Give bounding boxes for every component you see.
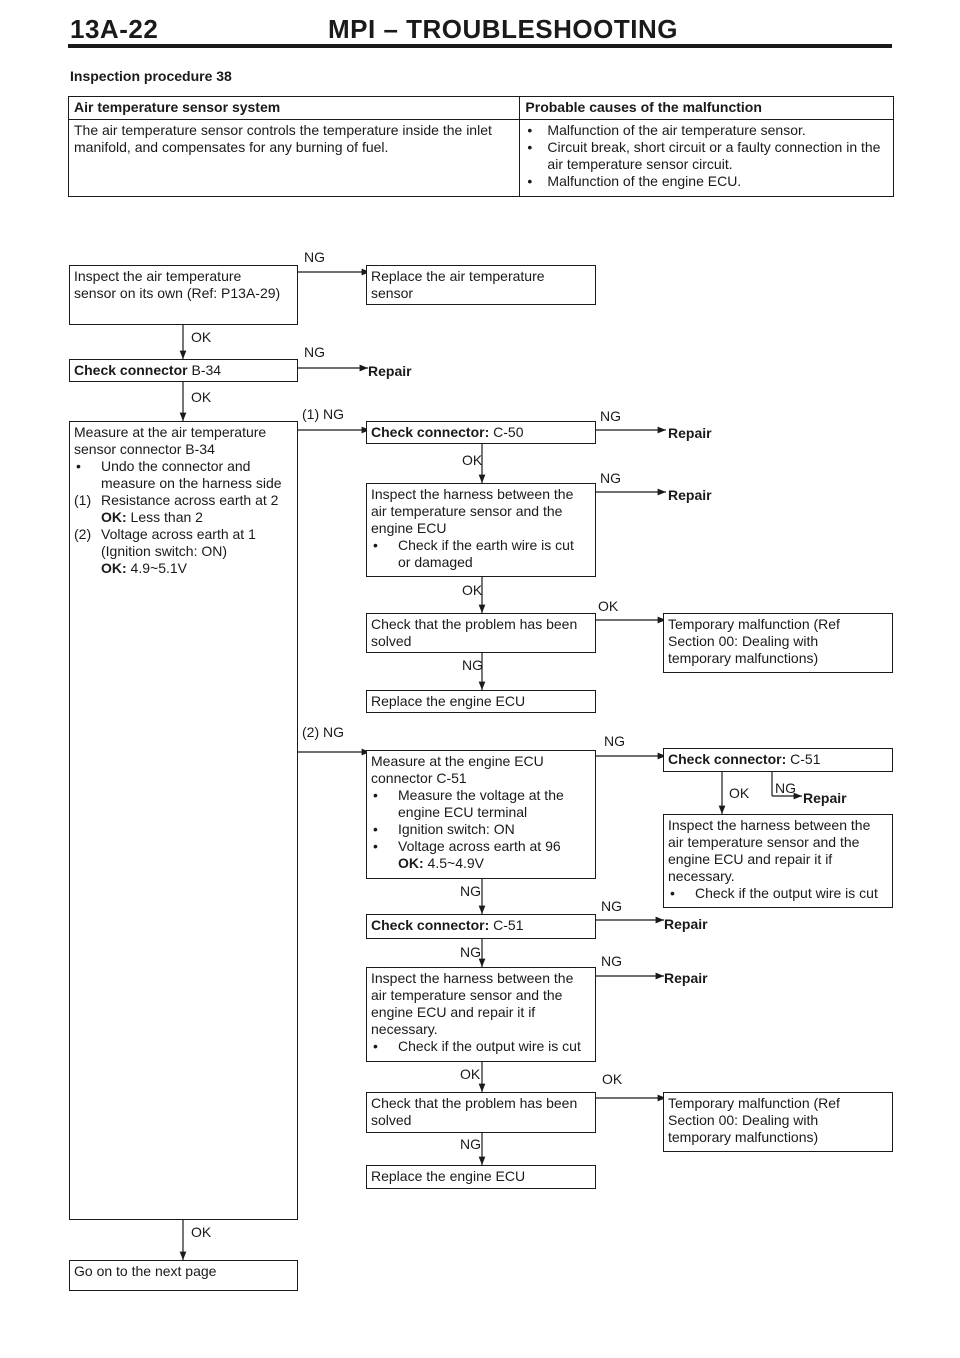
step-measure-c51 [366, 750, 596, 879]
ok-value: 4.9~5.1V [126, 560, 187, 576]
step-check-b34 [69, 359, 298, 382]
table-header-causes: Probable causes of the malfunction [520, 97, 894, 120]
box-line: Check that the problem has been [371, 1095, 578, 1111]
step-inspect-harness-output-right [663, 814, 893, 908]
box-line: Replace the engine ECU [371, 693, 526, 709]
step-measure-b34 [69, 421, 298, 1220]
box-line: Measure at the air temperature [74, 424, 267, 440]
label-ng: NG [601, 953, 622, 969]
ok-label: OK: [398, 855, 424, 871]
label-ok: OK [729, 785, 750, 801]
label-ng: NG [775, 780, 796, 796]
ok-value: 4.5~4.9V [423, 855, 484, 871]
box-line: connector C-51 [371, 770, 467, 786]
box-line: solved [371, 1112, 412, 1128]
step-check-c51-mid [366, 914, 596, 939]
label-ng: NG [462, 657, 483, 673]
page-title: MPI – TROUBLESHOOTING [328, 14, 678, 44]
box-line: temporary malfunctions) [668, 650, 819, 666]
box-line: solved [371, 633, 412, 649]
label-ng: NG [460, 1136, 481, 1152]
box-line: Inspect the harness between the [668, 817, 871, 833]
step-next-page [69, 1260, 298, 1291]
box-line: engine ECU terminal [398, 804, 528, 820]
box-text: Voltage across earth at 1 [101, 526, 256, 542]
box-text: C-51 [489, 917, 524, 933]
number: (1) [74, 492, 92, 508]
box-line: engine ECU [371, 520, 447, 536]
box-line: Inspect the harness between the [371, 970, 574, 986]
ok-line [371, 855, 591, 872]
box-bold: Check connector [74, 362, 188, 378]
ok-line [74, 560, 293, 577]
repair-label: Repair [668, 425, 712, 441]
step-check-c51-right [663, 748, 893, 772]
numbered-line [74, 526, 293, 543]
box-line: engine ECU and repair it if [371, 1004, 536, 1020]
box-line: necessary. [668, 868, 735, 884]
step-inspect-sensor [69, 265, 298, 325]
box-line: Inspect the harness between the [371, 486, 574, 502]
page-code: 13A-22 [70, 14, 159, 44]
label-ok: OK [191, 329, 212, 345]
label-ng: NG [600, 408, 621, 424]
bullet-line: • Undo the connector and [74, 458, 293, 475]
step-inspect-harness-earth [366, 483, 596, 577]
box-text: C-51 [786, 751, 821, 767]
box-line: air temperature sensor and the [371, 987, 563, 1003]
procedure-title: Inspection procedure 38 [70, 68, 232, 84]
box-text: Resistance across earth at 2 [101, 492, 279, 508]
box-bold: Check connector: [371, 917, 490, 933]
box-line: Temporary malfunction (Ref [668, 1095, 840, 1111]
cause-item: • Malfunction of the engine ECU. [525, 173, 888, 190]
bullet-line: • Check if the output wire is cut [371, 1038, 591, 1055]
label-ok: OK [462, 582, 483, 598]
label-ng: NG [460, 944, 481, 960]
repair-label: Repair [668, 487, 712, 503]
box-line: measure on the harness side [101, 475, 282, 491]
box-line: Section 00: Dealing with [668, 633, 819, 649]
box-line: Check that the problem has been [371, 616, 578, 632]
step-inspect-harness-output [366, 967, 596, 1062]
step-replace-ecu-2 [366, 1165, 596, 1189]
label-ng: NG [600, 470, 621, 486]
box-line: Inspect the air temperature [74, 268, 242, 284]
step-replace-ecu-1 [366, 690, 596, 713]
box-line: sensor connector B-34 [74, 441, 215, 457]
step-replace-sensor [366, 265, 596, 305]
label-ng: NG [604, 733, 625, 749]
box-line: Temporary malfunction (Ref [668, 616, 840, 632]
box-bold: Check connector: [371, 424, 490, 440]
bullet-line: • Measure the voltage at the [371, 787, 591, 804]
label-ng: NG [304, 344, 325, 360]
box-bold: Check connector: [668, 751, 787, 767]
step-check-solved-1 [366, 613, 596, 653]
label-ok: OK [462, 452, 483, 468]
system-description: The air temperature sensor controls the temperature inside the inlet manifold, and compensates for any burning of fuel. [69, 120, 520, 197]
label-ng: NG [601, 898, 622, 914]
repair-label: Repair [664, 970, 708, 986]
box-line: or damaged [398, 554, 473, 570]
cause-item: • Malfunction of the air temperature sensor. [525, 122, 888, 139]
box-line: sensor on its own (Ref: P13A-29) [74, 285, 281, 301]
table-header-system: Air temperature sensor system [69, 97, 520, 120]
box-line: sensor [371, 285, 414, 301]
box-line: temporary malfunctions) [668, 1129, 819, 1145]
label-ok: OK [191, 1224, 212, 1240]
box-line: (Ignition switch: ON) [101, 543, 228, 559]
box-line: air temperature sensor and the [668, 834, 860, 850]
box-line: Replace the air temperature [371, 268, 545, 284]
ok-label: OK: [101, 509, 127, 525]
repair-label: Repair [368, 363, 412, 379]
ok-label: OK: [101, 560, 127, 576]
box-text: C-50 [489, 424, 524, 440]
step-check-c50 [366, 421, 596, 444]
repair-label: Repair [803, 790, 847, 806]
label-ok: OK [598, 598, 619, 614]
box-text: B-34 [187, 362, 222, 378]
label-ok: OK [191, 389, 212, 405]
step-temporary-malfunction-2 [663, 1092, 893, 1152]
box-line: Measure at the engine ECU [371, 753, 544, 769]
step-check-solved-2 [366, 1092, 596, 1133]
ok-value: Less than 2 [126, 509, 203, 525]
box-line: air temperature sensor and the [371, 503, 563, 519]
step-temporary-malfunction-1 [663, 613, 893, 673]
repair-label: Repair [664, 916, 708, 932]
box-line: Replace the engine ECU [371, 1168, 526, 1184]
box-line: Section 00: Dealing with [668, 1112, 819, 1128]
box-line: engine ECU and repair it if [668, 851, 833, 867]
bullet-line: • Check if the output wire is cut [668, 885, 888, 902]
label-ng: NG [460, 883, 481, 899]
box-line: Go on to the next page [74, 1263, 217, 1279]
bullet-line: • Check if the earth wire is cut [371, 537, 591, 554]
label-ok: OK [460, 1066, 481, 1082]
box-line: necessary. [371, 1021, 438, 1037]
bullet-line: • Voltage across earth at 96 [371, 838, 591, 855]
bullet-line: • Ignition switch: ON [371, 821, 591, 838]
label-ng-1: (1) NG [302, 406, 344, 422]
label-ng-2: (2) NG [302, 724, 344, 740]
label-ok: OK [602, 1071, 623, 1087]
ok-line [74, 509, 293, 526]
label-ng: NG [304, 249, 325, 265]
cause-item: • Circuit break, short circuit or a faulty connection in the air temperature sensor circuit. [525, 139, 888, 173]
number: (2) [74, 526, 92, 542]
numbered-line [74, 492, 293, 509]
